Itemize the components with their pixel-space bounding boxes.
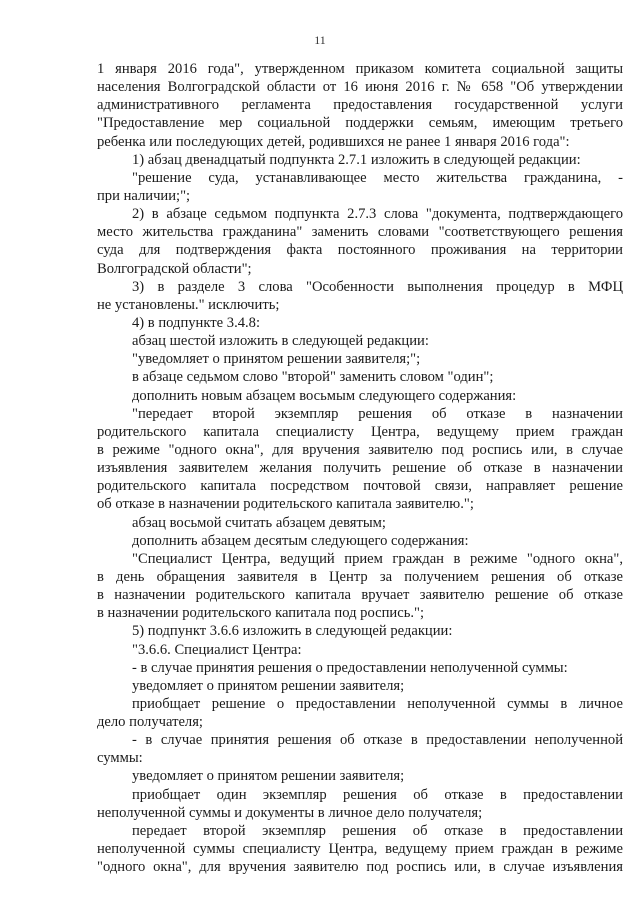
document-line: в абзаце седьмом слово "второй" заменить словом "один"; [132,369,494,386]
document-line: в день обращения заявителя в Центр за получением решения об отказе [97,568,623,585]
document-line: 3) в разделе 3 слова "Особенности выполнения процедур в МФЦ [132,278,623,295]
document-line: "уведомляет о принятом решении заявителя;"; [132,351,421,368]
document-line: изъявления заявителем желания получить решение об отказе в назначении [97,460,623,477]
document-line: об отказе в назначении родительского капитала заявителю."; [97,496,474,513]
document-line: населения Волгоградской области от 16 июня 2016 г. № 658 "Об утверждении [97,79,623,96]
document-line: 5) подпункт 3.6.6 изложить в следующей редакции: [132,623,453,640]
document-line: "передает второй экземпляр решения об отказе в назначении [132,405,623,422]
document-line: передает второй экземпляр решения об отказе в предоставлении [132,822,623,839]
document-line: 1) абзац двенадцатый подпункта 2.7.1 изложить в следующей редакции: [132,151,581,168]
page-number: 11 [314,33,326,47]
document-line: ребенка или последующих детей, родившихся не ранее 1 января 2016 года": [97,133,570,150]
document-line: административного регламента предоставления государственной услуги [97,97,623,114]
document-line: приобщает решение о предоставлении неполученной суммы в личное [132,695,623,712]
document-line: в назначении родительского капитала под роспись."; [97,605,425,622]
document-line: 2) в абзаце седьмом подпункта 2.7.3 слова "документа, подтверждающего [132,206,623,223]
document-line: "решение суда, устанавливающее место жительства гражданина, - [132,169,623,186]
document-line: - в случае принятия решения о предоставлении неполученной суммы: [132,659,568,676]
document-line: неполученной суммы специалисту Центра, ведущему прием граждан в режиме [97,841,623,858]
document-line: не установлены." исключить; [97,296,280,313]
document-line: уведомляет о принятом решении заявителя; [132,768,405,785]
document-line: 1 января 2016 года", утвержденном приказом комитета социальной защиты [97,61,623,77]
document-line: приобщает один экземпляр решения об отказе в предоставлении [132,786,623,803]
document-line: "3.6.6. Специалист Центра: [132,641,302,658]
document-line: дополнить абзацем десятым следующего содержания: [132,532,469,549]
document-line: в режиме "одного окна", для вручения заявителю под роспись или, в случае [97,441,623,458]
document-line: "Специалист Центра, ведущий прием граждан в режиме "одного окна", [132,550,623,567]
document-body [97,60,623,876]
document-line: "Предоставление мер социальной поддержки семьям, имеющим третьего [97,115,623,132]
document-line: дело получателя; [97,714,203,731]
document-line: суммы: [97,750,143,767]
document-line: уведомляет о принятом решении заявителя; [132,677,405,694]
document-line: родительского капитала специалисту Центра, ведущему прием граждан [97,423,623,440]
document-line: суда для подтверждения факта постоянного проживания на территории [97,242,623,259]
document-line: место жительства гражданина" заменить словами "соответствующего решения [97,224,623,241]
document-line: абзац восьмой считать абзацем девятым; [132,514,386,531]
document-line: "одного окна", для вручения заявителю под роспись или, в случае изъявления [97,859,623,876]
document-line: - в случае принятия решения об отказе в предоставлении неполученной [132,732,623,749]
document-line: при наличии;"; [97,187,191,204]
document-line: неполученной суммы и документы в личное дело получателя; [97,804,483,821]
document-line: родительского капитала посредством почтовой связи, направляет решение [97,478,623,495]
document-line: Волгоградской области"; [97,260,252,277]
document-line: 4) в подпункте 3.4.8: [132,314,261,331]
document-line: абзац шестой изложить в следующей редакции: [132,333,429,350]
document-line: в назначении родительского капитала вручает заявителю решение об отказе [97,587,623,604]
document-line: дополнить новым абзацем восьмым следующего содержания: [132,387,517,404]
